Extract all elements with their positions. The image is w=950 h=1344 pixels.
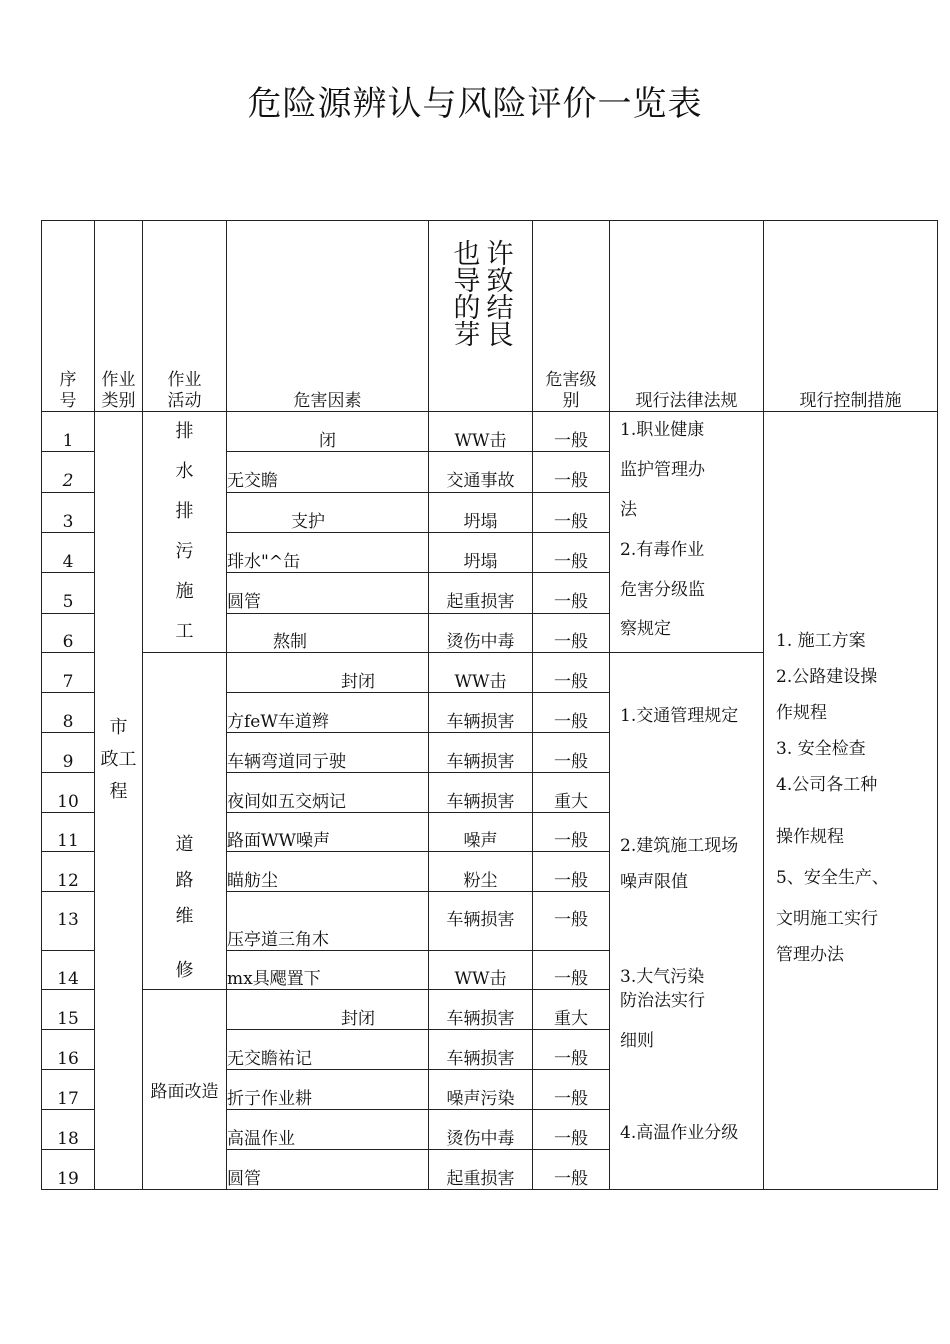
row-seq: 7 <box>42 653 95 693</box>
row-seq: 10 <box>42 773 95 813</box>
row-level: 一般 <box>533 951 610 990</box>
row-consequence: WW击 <box>429 412 533 452</box>
row-consequence: 起重损害 <box>429 1150 533 1190</box>
table-row <box>42 412 938 452</box>
row-seq: 13 <box>42 892 95 951</box>
row-consequence: 坍塌 <box>429 492 533 532</box>
row-factor: 圆管 <box>227 573 429 613</box>
row-factor: 压亭道三角木 <box>227 892 429 951</box>
activity-road-maintenance: 道 路 维 修 <box>143 653 227 990</box>
row-level: 一般 <box>533 1150 610 1190</box>
row-seq: 19 <box>42 1150 95 1190</box>
row-level: 一般 <box>533 1110 610 1150</box>
row-seq: 11 <box>42 813 95 852</box>
row-level: 一般 <box>533 1070 610 1110</box>
row-seq: 3 <box>42 492 95 532</box>
row-seq: 16 <box>42 1030 95 1070</box>
row-level: 一般 <box>533 532 610 572</box>
row-seq: 17 <box>42 1070 95 1110</box>
row-level: 一般 <box>533 813 610 852</box>
row-level: 一般 <box>533 573 610 613</box>
control-measures: 1. 施工方案 2.公路建设操 作规程 3. 安全检查 4.公司各工种 操作规程 5、安全生产、 文明施工实行 管理办法 <box>764 412 938 1190</box>
row-factor: 瞄舫尘 <box>227 852 429 892</box>
risk-table <box>41 220 938 1190</box>
row-level: 一般 <box>533 653 610 693</box>
row-consequence: 烫伤中毒 <box>429 613 533 652</box>
row-seq: 9 <box>42 733 95 773</box>
row-consequence: 交通事故 <box>429 452 533 492</box>
law-group-1: 1.职业健康 监护管理办 法 2.有毒作业 危害分级监 察规定 <box>610 412 764 653</box>
row-seq: 4 <box>42 532 95 572</box>
row-factor: 琲水"^缶 <box>227 532 429 572</box>
row-consequence: WW击 <box>429 951 533 990</box>
row-level: 重大 <box>533 990 610 1030</box>
row-factor: 高温作业 <box>227 1110 429 1150</box>
header-row <box>42 221 938 412</box>
row-seq: 12 <box>42 852 95 892</box>
row-consequence: 烫伤中毒 <box>429 1110 533 1150</box>
row-factor: 圆管 <box>227 1150 429 1190</box>
row-seq: 14 <box>42 951 95 990</box>
row-level: 一般 <box>533 412 610 452</box>
row-factor: 熬制 <box>227 613 429 652</box>
header-category: 作业 类别 <box>95 221 143 412</box>
row-level: 一般 <box>533 452 610 492</box>
row-level: 重大 <box>533 773 610 813</box>
row-level: 一般 <box>533 613 610 652</box>
row-factor: 封闭 <box>227 990 429 1030</box>
row-factor: 封闭 <box>227 653 429 693</box>
row-level: 一般 <box>533 733 610 773</box>
row-consequence: 起重损害 <box>429 573 533 613</box>
row-level: 一般 <box>533 892 610 951</box>
category-cell: 市 政工 程 <box>95 412 143 1190</box>
row-factor: 无交瞻祐记 <box>227 1030 429 1070</box>
row-consequence: 粉尘 <box>429 852 533 892</box>
row-factor: 方feW车道辫 <box>227 693 429 733</box>
header-level: 危害级 别 <box>533 221 610 412</box>
row-consequence: 车辆损害 <box>429 892 533 951</box>
row-seq: 1 <box>42 412 95 452</box>
row-factor: 支护 <box>227 492 429 532</box>
row-consequence: 车辆损害 <box>429 693 533 733</box>
row-factor: 折亍作业耕 <box>227 1070 429 1110</box>
row-factor: mx具飔置下 <box>227 951 429 990</box>
row-seq: 18 <box>42 1110 95 1150</box>
row-consequence: 坍塌 <box>429 532 533 572</box>
row-consequence: 噪声污染 <box>429 1070 533 1110</box>
row-seq: 5 <box>42 573 95 613</box>
row-seq: 15 <box>42 990 95 1030</box>
header-seq: 序 号 <box>42 221 95 412</box>
row-factor: 无交瞻 <box>227 452 429 492</box>
row-factor: 路面WW噪声 <box>227 813 429 852</box>
row-seq: 2 <box>42 452 95 492</box>
law-group-2: 1.交通管理规定 2.建筑施工现场 噪声限值 3.大气污染 防治法实行 细则 4.高温作业分级 <box>610 653 764 1190</box>
row-consequence: WW击 <box>429 653 533 693</box>
row-level: 一般 <box>533 492 610 532</box>
row-consequence: 车辆损害 <box>429 1030 533 1070</box>
row-level: 一般 <box>533 1030 610 1070</box>
activity-drainage: 排 水 排 污 施 工 <box>143 412 227 653</box>
row-consequence: 车辆损害 <box>429 990 533 1030</box>
row-consequence: 噪声 <box>429 813 533 852</box>
header-factor: 危害因素 <box>227 221 429 412</box>
header-law: 现行法律法规 <box>610 221 764 412</box>
header-control: 现行控制措施 <box>764 221 938 412</box>
row-consequence: 车辆损害 <box>429 733 533 773</box>
row-factor: 夜间如五交炳记 <box>227 773 429 813</box>
header-activity: 作业 活动 <box>143 221 227 412</box>
page-title: 危险源辨认与风险评价一览表 <box>247 84 703 124</box>
row-consequence: 车辆损害 <box>429 773 533 813</box>
row-factor: 车辆弯道同亍驶 <box>227 733 429 773</box>
row-seq: 8 <box>42 693 95 733</box>
row-level: 一般 <box>533 693 610 733</box>
header-consequence: 许致结艮 也导的芽 <box>429 221 533 412</box>
row-seq: 6 <box>42 613 95 652</box>
activity-road-reconstruction: 路面改造 <box>143 990 227 1190</box>
row-level: 一般 <box>533 852 610 892</box>
row-factor: 闭 <box>227 412 429 452</box>
